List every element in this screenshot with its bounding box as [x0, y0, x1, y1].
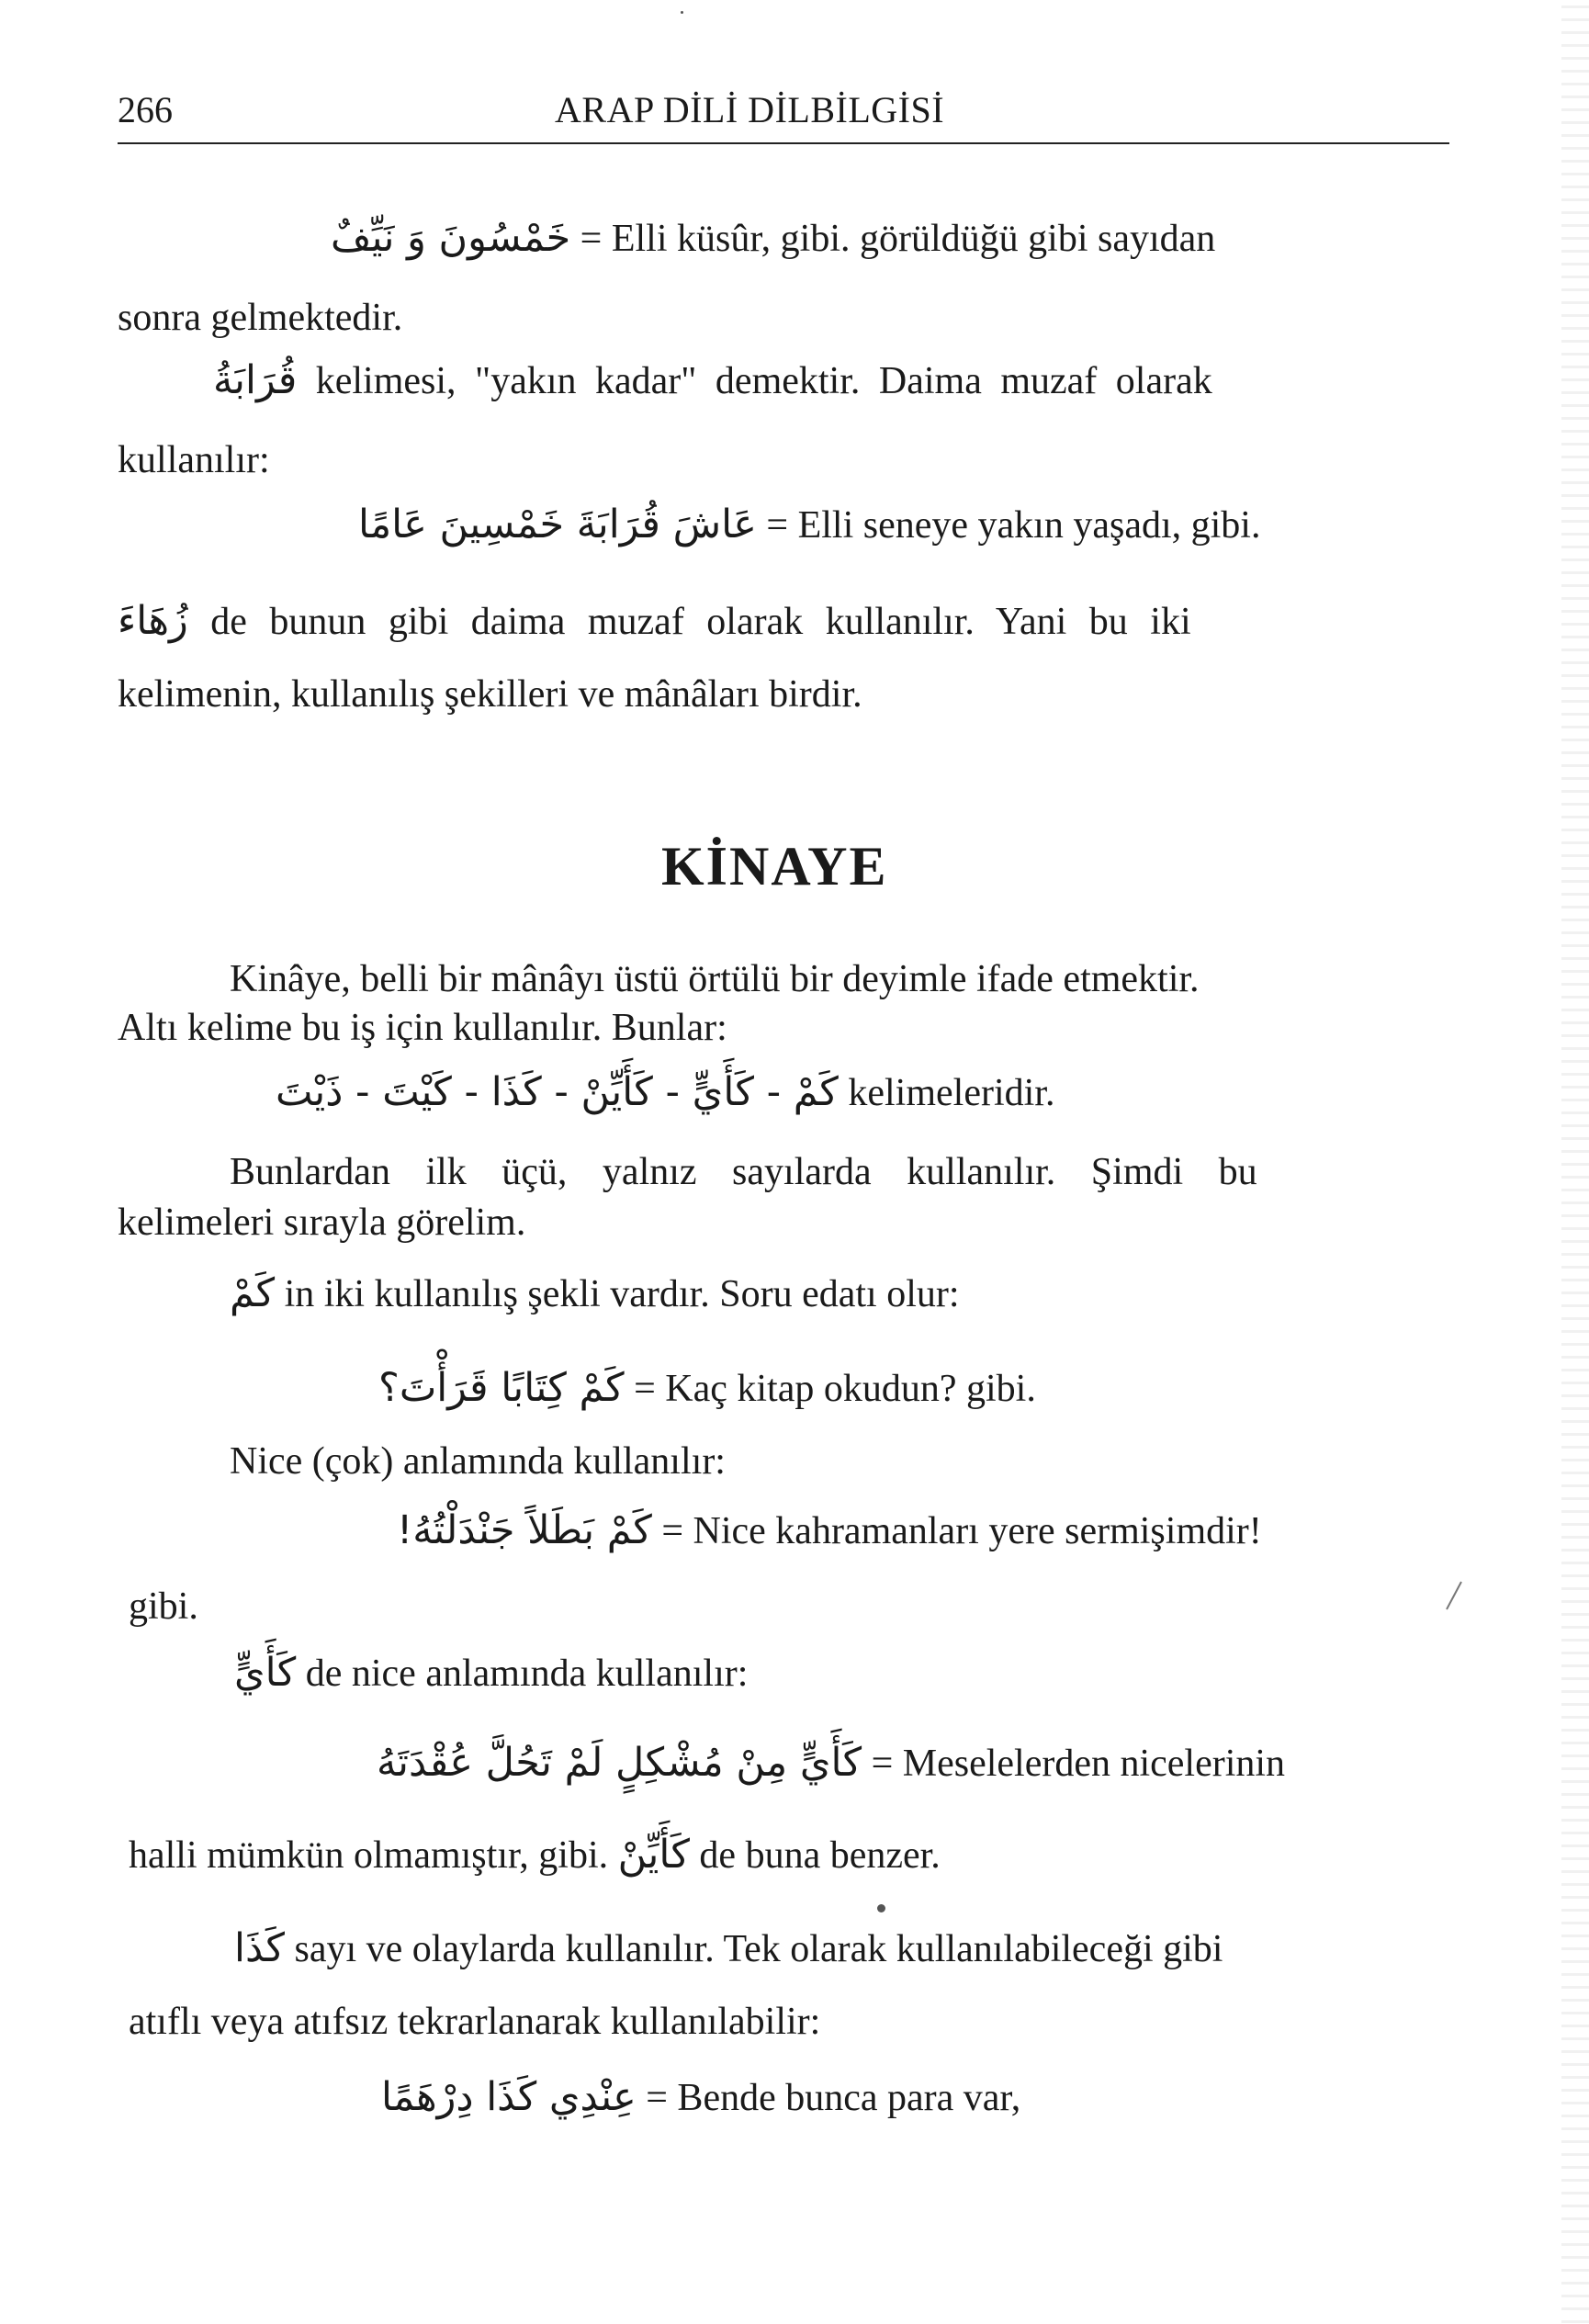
line-text: de bunun gibi daima muzaf olarak kullanılır. Yani bu iki	[210, 601, 1191, 643]
line-text: = Elli seneye yakın yaşadı, gibi.	[766, 504, 1261, 547]
line-6	[118, 598, 1191, 644]
line-text: in iki kullanılış şekli vardır. Soru edatı olur:	[284, 1273, 960, 1315]
arabic-phrase: زُهَاءَ	[118, 598, 188, 644]
scan-mark	[1446, 1582, 1462, 1610]
line-text: sayı ve olaylarda kullanılır. Tek olarak kullanılabileceği gibi	[294, 1928, 1223, 1970]
line-3	[213, 357, 1212, 403]
arabic-phrase: قُرَابَةُ	[213, 357, 298, 403]
line-4: kullanılır:	[118, 439, 270, 481]
arabic-phrase: خَمْسُونَ وَ نَيِّفٌ	[331, 215, 571, 261]
line-text: kelimeleridir.	[848, 1072, 1055, 1114]
line-text: = Elli küsûr, gibi. görüldüğü gibi sayıdan	[580, 218, 1216, 260]
arabic-phrase: كَمْ - كَأَيٍّ - كَأَيِّنْ - كَذَا - كَيْتَ - ذَيْتَ	[276, 1069, 839, 1115]
line-p5: kelimeleri sırayla görelim.	[118, 1201, 526, 1244]
line-p10: gibi.	[129, 1585, 198, 1628]
arabic-phrase: كَأَيٍّ	[234, 1650, 297, 1696]
scan-speck	[877, 1904, 885, 1912]
arabic-phrase: كَذَا	[234, 1925, 285, 1971]
line-p2: Altı kelime bu iş için kullanılır. Bunlar:	[118, 1007, 727, 1049]
line-p11	[234, 1650, 749, 1696]
header-rule	[118, 142, 1449, 144]
section-heading: KİNAYE	[661, 836, 888, 897]
line-5	[358, 502, 1261, 547]
line-text: halli mümkün olmamıştır, gibi.	[129, 1834, 609, 1877]
page-number: 266	[118, 89, 173, 130]
line-text: de nice anlamında kullanılır:	[305, 1653, 749, 1695]
line-text: = Bende bunca para var,	[646, 2077, 1021, 2119]
arabic-phrase: عَاشَ قُرَابَةَ خَمْسِينَ عَامًا	[358, 502, 757, 547]
line-p13	[129, 1832, 941, 1878]
line-2: sonra gelmektedir.	[118, 297, 403, 339]
line-7: kelimenin, kullanılış şekilleri ve mânâları birdir.	[118, 673, 862, 716]
arabic-phrase: كَأَيِّنْ	[617, 1832, 690, 1878]
line-text: = Nice kahramanları yere sermişimdir!	[661, 1510, 1262, 1552]
line-text: = Meselelerden nicelerinin	[871, 1743, 1286, 1785]
arabic-phrase: كَمْ كِتَابًا قَرَأْتَ؟	[378, 1365, 625, 1411]
line-text: kelimesi, "yakın kadar" demektir. Daima muzaf olarak	[315, 360, 1212, 402]
line-1	[331, 215, 1216, 261]
line-p4: Bunlardan ilk üçü, yalnız sayılarda kullanılır. Şimdi bu	[230, 1151, 1257, 1193]
arabic-phrase: كَأَيٍّ مِنْ مُشْكِلٍ لَمْ تَحُلَّ عُقْدَتَهُ	[377, 1740, 862, 1786]
line-p1: Kinâye, belli bir mânâyı üstü örtülü bir deyimle ifade etmektir.	[230, 958, 1200, 1000]
line-p16	[381, 2074, 1021, 2120]
scan-speck	[681, 11, 683, 14]
line-p7	[378, 1365, 1036, 1411]
line-p12	[377, 1740, 1286, 1786]
arabic-phrase: كَمْ	[230, 1270, 276, 1316]
line-p3	[276, 1069, 1055, 1115]
running-title: ARAP DİLİ DİLBİLGİSİ	[555, 89, 945, 130]
line-p15: atıflı veya atıfsız tekrarlanarak kullanılabilir:	[129, 2001, 821, 2043]
line-p14	[234, 1925, 1223, 1971]
arabic-phrase: كَمْ بَطَلاً جَنْدَلْتُهُ!	[397, 1507, 652, 1553]
line-p8: Nice (çok) anlamında kullanılır:	[230, 1440, 726, 1483]
line-text: = Kaç kitap okudun? gibi.	[634, 1368, 1036, 1410]
line-p9	[397, 1507, 1262, 1553]
line-text: de buna benzer.	[699, 1834, 941, 1877]
scan-edge	[1561, 0, 1589, 2324]
line-p6	[230, 1270, 960, 1316]
arabic-phrase: عِنْدِي كَذَا دِرْهَمًا	[381, 2074, 637, 2120]
